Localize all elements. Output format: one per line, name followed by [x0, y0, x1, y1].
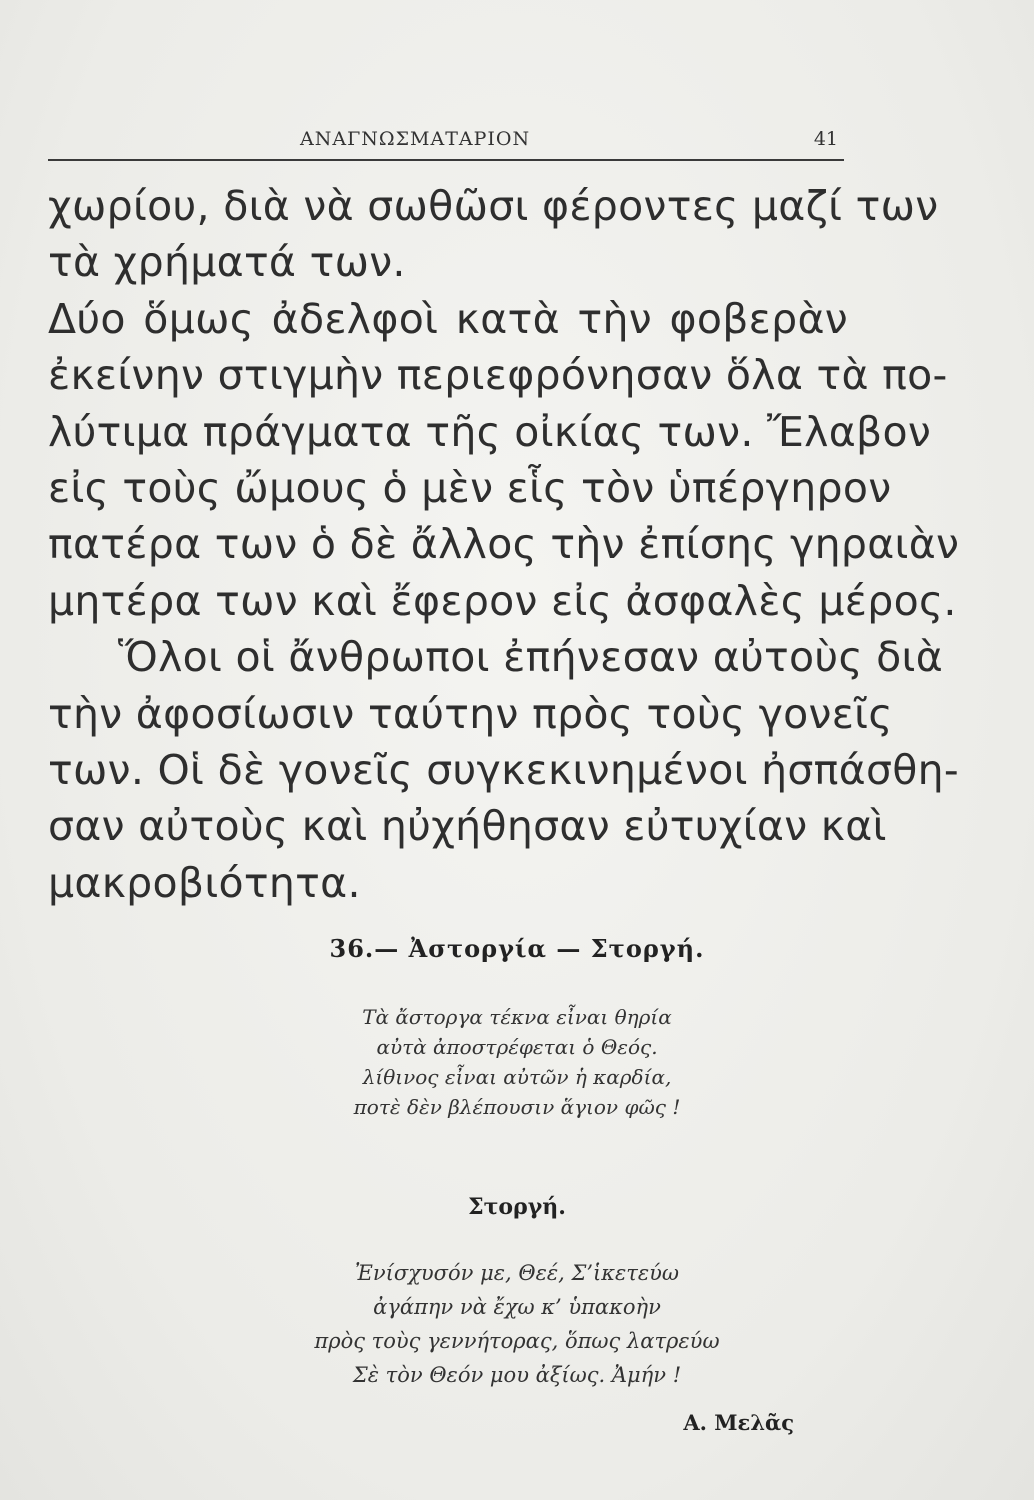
subsection-heading: Στοργή. — [468, 1194, 566, 1220]
poem-line: λίθινος εἶναι αὐτῶν ἡ καρδία, — [362, 1065, 672, 1089]
text-line: ἐκείνην στιγμὴν περιεφρόνησαν ὅλα τὰ πο- — [48, 351, 948, 400]
text-line: Δύο ὅμως ἀδελφοὶ κατὰ τὴν φοβερὰν — [48, 294, 848, 343]
body-paragraphs — [48, 178, 960, 911]
text-line: σαν αὐτοὺς καὶ ηὐχήθησαν εὐτυχίαν καὶ — [48, 802, 887, 851]
poem-astorgia — [0, 1002, 1034, 1122]
text-line: τὰ χρήματά των. — [48, 238, 406, 287]
text-line: μητέρα των καὶ ἔφερον εἰς ἀσφαλὲς μέρος. — [48, 576, 957, 625]
running-header — [50, 124, 842, 158]
poem-line: Τὰ ἄστοργα τέκνα εἶναι θηρία — [362, 1005, 672, 1029]
section-heading: 36.— Ἀστοργία — Στοργή. — [329, 934, 705, 963]
text-line: των. Οἱ δὲ γονεῖς συγκεκινημένοι ἠσπάσθη- — [48, 745, 960, 794]
poem-line: πρὸς τοὺς γεννήτορας, ὅπως λατρεύω — [314, 1329, 720, 1353]
poem-line: ἀγάπην νὰ ἔχω κ’ ὑπακοὴν — [373, 1295, 661, 1319]
poem-author: Α. Μελᾶς — [683, 1410, 794, 1435]
text-line: πατέρα των ὁ δὲ ἄλλος τὴν ἐπίσης γηραιὰν — [48, 520, 960, 569]
header-rule — [48, 159, 844, 161]
page-number: 41 — [813, 128, 838, 150]
poem-line: αὐτὰ ἀποστρέφεται ὁ Θεός. — [376, 1035, 658, 1059]
text-line: χωρίου, διὰ νὰ σωθῶσι φέροντες μαζί των — [48, 182, 939, 230]
poem-line: Ἐνίσχυσόν με, Θεέ, Σ’ἱκετεύω — [354, 1261, 680, 1285]
poem-line: Σὲ τὸν Θεόν μου ἀξίως. Ἀμήν ! — [352, 1363, 682, 1387]
running-title: ΑΝΑΓΝΩΣΜΑΤΑΡΙΟΝ — [300, 128, 531, 150]
text-line: Ὅλοι οἱ ἄνθρωποι ἐπήνεσαν αὐτοὺς διὰ — [118, 633, 944, 682]
text-line: μακροβιότητα. — [48, 858, 361, 907]
poem-line: ποτὲ δὲν βλέπουσιν ἅγιον φῶς ! — [353, 1095, 681, 1119]
poem-storgi — [0, 1256, 1034, 1392]
text-line: λύτιμα πράγματα τῆς οἰκίας των. Ἔλαβον — [48, 407, 932, 456]
text-line: εἰς τοὺς ὤμους ὁ μὲν εἷς τὸν ὑπέργηρον — [48, 463, 892, 512]
text-line: τὴν ἀφοσίωσιν ταύτην πρὸς τοὺς γονεῖς — [48, 689, 893, 738]
